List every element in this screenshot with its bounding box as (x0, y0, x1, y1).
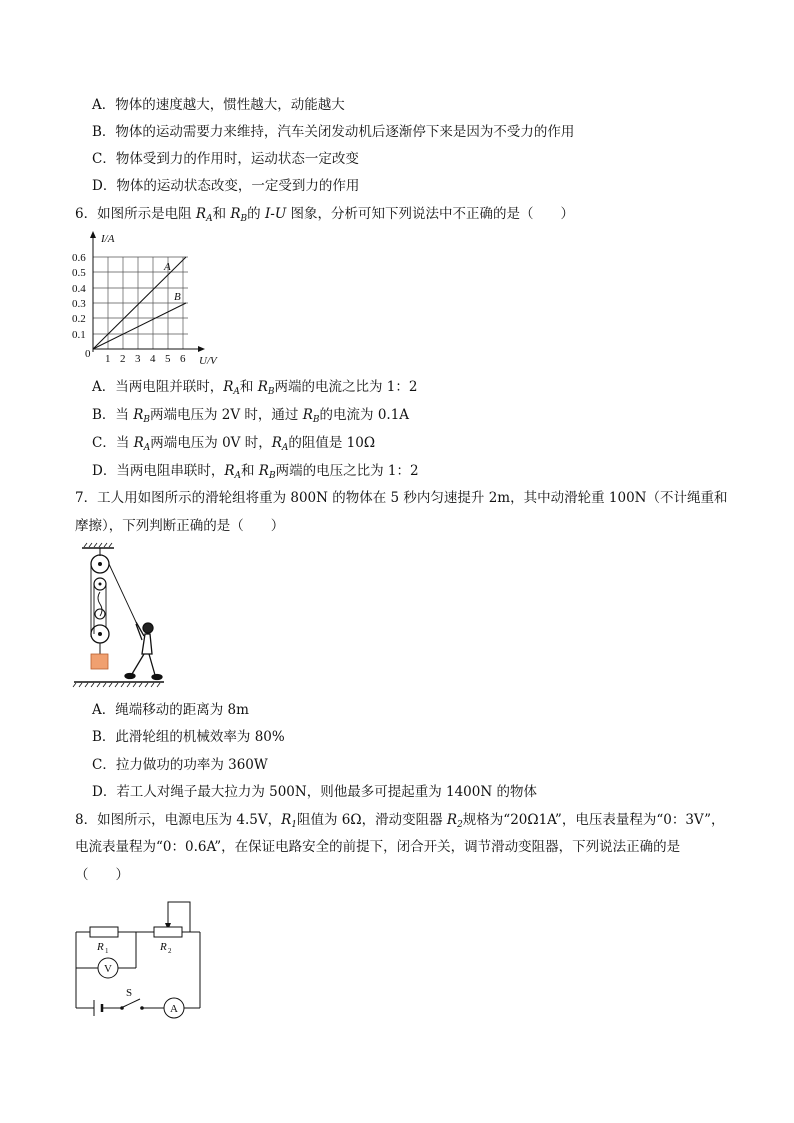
r2-label: R (160, 941, 167, 953)
q6-option-d: D．当两电阻串联时，$R_A$和 $R_B$两端的电压之比为 1：2 (92, 463, 419, 481)
y-axis-label: I/A (101, 233, 115, 245)
worker-figure (125, 622, 162, 680)
q8-stem-line1: 8．如图所示，电源电压为 4.5V，$R_1$阻值为 6Ω，滑动变阻器 $R_2$规格为“20Ω1A”，电压表量程为“0：3V”， (75, 812, 725, 830)
i-axis-arrow (90, 231, 96, 238)
q7-option-c: C．拉力做功的功率为 360W (92, 757, 268, 773)
q8-stem-line3: （ ） (75, 867, 129, 883)
q6-option-a: A．当两电阻并联时，$R_A$和 $R_B$两端的电流之比为 1：2 (92, 379, 418, 397)
q7-option-a: A．绳端移动的距离为 8m (92, 702, 249, 718)
line-b (93, 303, 186, 349)
battery-icon (94, 1000, 102, 1016)
x-axis-label: U/V (199, 355, 217, 367)
r1-label-sub: 1 (105, 947, 109, 955)
y-tick: 0.4 (72, 283, 86, 295)
line-b-label: B (174, 291, 181, 303)
pulley-figure (72, 542, 172, 690)
x-tick: 6 (180, 353, 186, 365)
moving-pulley-lower (95, 609, 105, 619)
x-tick: 4 (150, 353, 156, 365)
q8-stem-line2: 电流表量程为“0：0.6A”，在保证电路安全的前提下，闭合开关，调节滑动变阻器，下列说法正确的是 (75, 839, 681, 855)
y-tick: 0.5 (72, 267, 86, 279)
r2-label-sub: 2 (168, 947, 172, 955)
y-tick: 0.1 (72, 329, 86, 341)
q5-option-a: A．物体的速度越大，惯性越大，动能越大 (92, 97, 345, 113)
resistor-r1 (90, 927, 118, 937)
ammeter-label: A (170, 1003, 178, 1015)
q5-option-d: D．物体的运动状态改变，一定受到力的作用 (92, 178, 360, 194)
x-tick: 5 (165, 353, 171, 365)
voltmeter-label: V (104, 963, 112, 975)
q7-option-b: B．此滑轮组的机械效率为 80% (92, 729, 285, 745)
resistor-r2 (154, 927, 182, 937)
switch-label: S (126, 987, 133, 999)
x-tick: 2 (120, 353, 126, 365)
y-tick: 0.6 (72, 252, 86, 264)
load-box (91, 654, 108, 669)
q6-stem: 6．如图所示是电阻 $R_A$和 $R_B$的 I-U 图象，分析可知下列说法中不正确的是（ ） (75, 206, 575, 224)
q5-option-c: C．物体受到力的作用时，运动状态一定改变 (92, 151, 359, 167)
q5-option-b: B．物体的运动需要力来维持，汽车关闭发动机后逐渐停下来是因为不受力的作用 (92, 124, 575, 140)
x-tick: 3 (135, 353, 141, 365)
r1-label: R (97, 941, 104, 953)
q7-option-d: D．若工人对绳子最大拉力为 500N，则他最多可提起重为 1400N 的物体 (92, 784, 537, 800)
line-a-label: A (164, 261, 171, 273)
q7-stem-line1: 7．工人用如图所示的滑轮组将重为 800N 的物体在 5 秒内匀速提升 2m，其中动滑轮重 100N（不计绳重和 (75, 490, 728, 506)
origin-label: 0 (85, 348, 91, 360)
x-tick: 1 (105, 353, 111, 365)
y-tick: 0.2 (72, 313, 86, 325)
switch-icon (120, 999, 144, 1010)
q6-option-c: C．当 $R_A$两端电压为 0V 时，$R_A$的阻值是 10Ω (92, 435, 376, 453)
u-axis-arrow (198, 346, 205, 352)
q7-stem-line2: 摩擦），下列判断正确的是（ ） (75, 518, 285, 534)
iu-graph (68, 228, 228, 368)
circuit-diagram (70, 890, 210, 1020)
q6-option-b: B．当 $R_B$两端电压为 2V 时，通过 $R_B$的电流为 0.1A (92, 407, 410, 425)
y-tick: 0.3 (72, 298, 86, 310)
